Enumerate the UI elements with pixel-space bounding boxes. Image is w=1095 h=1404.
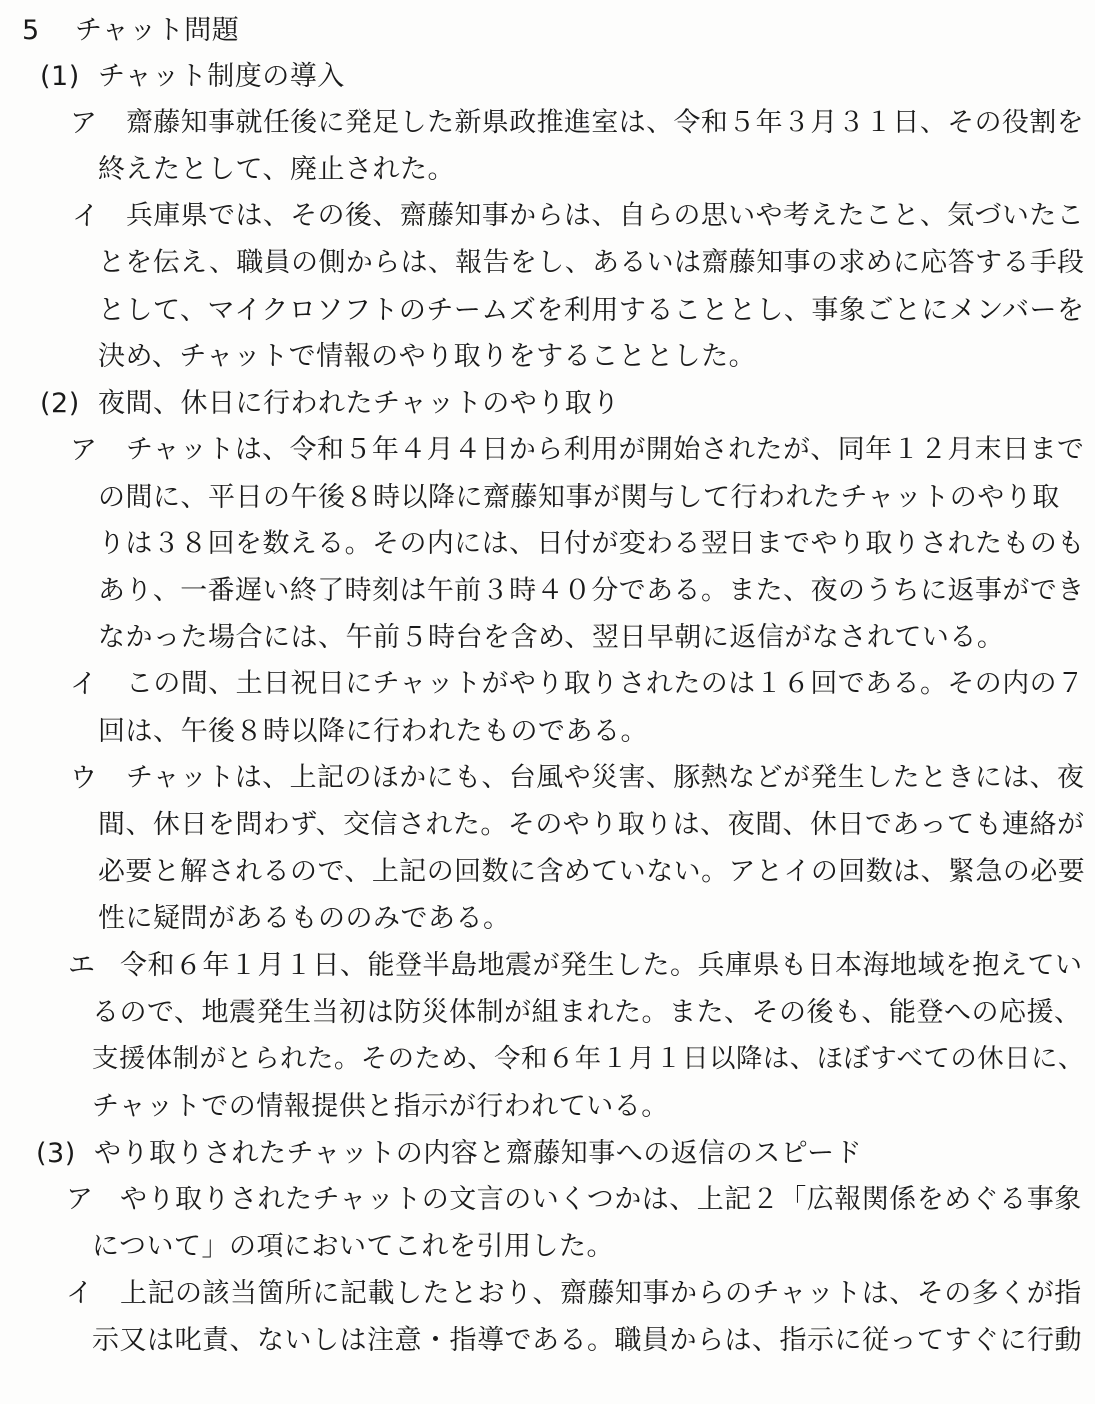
item-text: 回は、午後８時以降に行われたものである。: [98, 716, 648, 747]
item-text: 上記の該当箇所に記載したとおり、齋藤知事からのチャットは、その多くが指: [120, 1278, 1082, 1309]
item-text: あり、一番遅い終了時刻は午前３時４０分である。また、夜のうちに返事ができ: [98, 575, 1085, 606]
item-text: 支援体制がとられた。そのため、令和６年１月１日以降は、ほぼすべての休日に、: [92, 1044, 1085, 1074]
subsection-label: (2): [40, 388, 80, 419]
item-text: 決め、チャットで情報のやり取りをすることとした。: [98, 341, 757, 372]
item-label: イ: [72, 201, 100, 232]
item-text: とを伝え、職員の側からは、報告をし、あるいは齋藤知事の求めに応答する手段: [98, 247, 1085, 278]
subsection-label: (3): [36, 1138, 76, 1169]
item-text: この間、土日祝日にチャットがやり取りされたのは１６回である。その内の７: [126, 668, 1085, 699]
item-text: 性に疑問があるもののみである。: [98, 903, 511, 934]
item-label: イ: [70, 669, 98, 700]
item-text: 終えたとして、廃止された。: [98, 154, 455, 185]
item-text: りは３８回を数える。その内には、日付が変わる翌日までやり取りされたものも: [98, 528, 1085, 559]
section-title: チャット問題: [75, 15, 240, 46]
item-text: 必要と解されるので、上記の回数に含めていない。アとイの回数は、緊急の必要: [98, 856, 1086, 887]
subsection-label: (1): [40, 61, 80, 92]
subsection-title: チャット制度の導入: [98, 61, 345, 92]
item-text: について」の項においてこれを引用した。: [92, 1231, 614, 1262]
item-text: チャットは、令和５年４月４日から利用が開始されたが、同年１２月末日まで: [126, 434, 1085, 465]
item-label: イ: [66, 1278, 94, 1309]
item-text: チャットでの情報提供と指示が行われている。: [92, 1091, 669, 1122]
item-text: るので、地震発生当初は防災体制が組まれた。また、その後も、能登への応援、: [92, 997, 1082, 1028]
item-text: チャットは、上記のほかにも、台風や災害、豚熱などが発生したときには、夜: [126, 762, 1085, 793]
item-text: 示又は叱責、ないしは注意・指導である。職員からは、指示に従ってすぐに行動: [92, 1325, 1082, 1356]
item-label: ア: [70, 435, 98, 466]
item-text: 齋藤知事就任後に発足した新県政推進室は、令和５年３月３１日、その役割を: [126, 107, 1085, 138]
item-label: ア: [70, 108, 98, 139]
item-text: なかった場合には、午前５時台を含め、翌日早朝に返信がなされている。: [98, 622, 1005, 653]
subsection-title: やり取りされたチャットの内容と齋藤知事への返信のスピード: [94, 1138, 863, 1169]
item-label: ウ: [70, 763, 98, 794]
item-text: 間、休日を問わず、交信された。そのやり取りは、夜間、休日であっても連絡が: [98, 809, 1085, 840]
subsection-title: 夜間、休日に行われたチャットのやり取り: [98, 388, 620, 419]
item-text: 令和６年１月１日、能登半島地震が発生した。兵庫県も日本海地域を抱えてい: [120, 950, 1083, 981]
item-label: エ: [68, 950, 96, 981]
item-text: 兵庫県では、その後、齋藤知事からは、自らの思いや考えたこと、気づいたこ: [126, 200, 1085, 231]
item-text: として、マイクロソフトのチームズを利用することとし、事象ごとにメンバーを: [98, 295, 1085, 326]
item-text: やり取りされたチャットの文言のいくつかは、上記２「広報関係をめぐる事象: [120, 1184, 1082, 1215]
section-number: 5: [22, 15, 40, 46]
item-label: ア: [66, 1184, 94, 1215]
item-text: の間に、平日の午後８時以降に齋藤知事が関与して行われたチャットのやり取: [98, 482, 1060, 513]
